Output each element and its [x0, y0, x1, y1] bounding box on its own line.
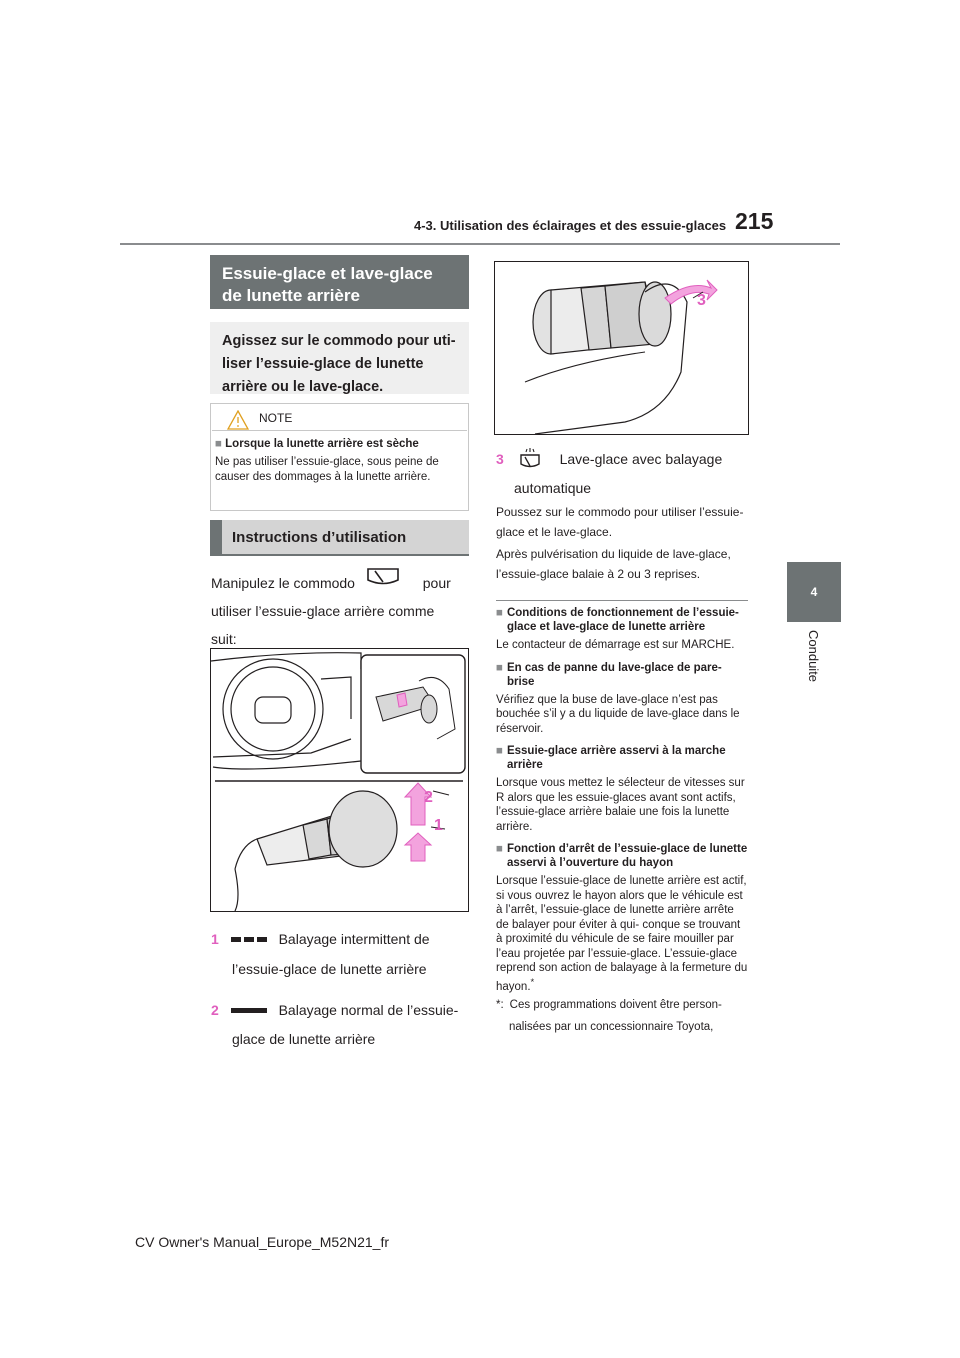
condition-2-heading: [496, 661, 748, 689]
manipulate-after: pour: [422, 575, 451, 591]
item-1-number: 1: [211, 931, 219, 947]
item-1-text: Balayage intermittent de: [278, 931, 430, 947]
bullet-square-icon: ■: [496, 843, 503, 855]
condition-3-text: Lorsque vous mettez le sélecteur de vitesses sur R alors que les essuie-glaces avant sont actifs, l’essuie-glace arrière balaie une fois la lunette arrière.: [496, 777, 745, 833]
instructions-heading: Instructions d’utilisation: [210, 520, 469, 556]
section-title: 4-3. Utilisation des éclairages et des essuie-glaces: [414, 218, 727, 233]
condition-2-heading-text: En cas de panne du lave-glace de pare-brise: [506, 661, 722, 688]
item-1-line2: l’essuie-glace de lunette arrière: [232, 961, 427, 977]
manipulate-line2: utiliser l’essuie-glace arrière comme: [211, 603, 435, 619]
item-2-line1: [211, 995, 458, 1025]
item-2-line2: glace de lunette arrière: [232, 1031, 376, 1047]
condition-2: [496, 661, 748, 737]
item-3-desc1: Poussez sur le commodo pour utiliser l’essuie-glace et le lave-glace.: [496, 505, 744, 539]
page-number: 215: [735, 208, 774, 234]
dashboard-illustration: [211, 649, 468, 911]
section-heading: Essuie-glace et lave-glace de lunette arrière: [210, 255, 469, 309]
condition-4-heading-text: Fonction d’arrêt de l’essuie-glace de lunette asservi à l’ouverture du hayon: [506, 843, 748, 869]
condition-3-heading-text: Essuie-glace arrière asservi à la marche arrière: [506, 745, 726, 771]
callout-1: 1: [434, 817, 443, 834]
condition-1-heading: [496, 606, 748, 634]
footnote-mark: *: [530, 976, 535, 988]
rear-wiper-icon: [366, 566, 400, 588]
conditions-rule: [496, 600, 748, 601]
item-3-text: Lave-glace avec balayage: [559, 451, 723, 467]
wiper-lever-figure: [210, 648, 469, 912]
item-3-line2: automatique: [514, 480, 592, 496]
condition-4-text: [496, 874, 748, 994]
bullet-square-icon: ■: [496, 745, 503, 757]
conditions-list: [496, 606, 748, 1035]
footnote-line2: nalisées par un concessionnaire Toyota,: [509, 1021, 714, 1034]
intro-box: Agissez sur le commodo pour uti- liser l’essuie-glace de lunette arrière ou le lave-glace.: [210, 322, 469, 394]
condition-2-text: Vérifiez que la buse de lave-glace n’est pas bouchée s’il y a du liquide de lave-glace dans le réservoir.: [496, 693, 740, 735]
footer-text: CV Owner's Manual_Europe_M52N21_fr: [135, 1234, 390, 1250]
item-3-number: 3: [496, 451, 504, 467]
rear-washer-icon: [518, 447, 542, 471]
note-label: NOTE: [259, 411, 293, 425]
footnote-label: *:: [496, 998, 504, 1011]
manipulate-before: Manipulez le commodo: [211, 575, 355, 591]
condition-1: [496, 606, 748, 653]
item-2-text: Balayage normal de l’essuie-: [278, 1002, 459, 1018]
bullet-square-icon: ■: [496, 607, 503, 619]
condition-1-heading-text: Conditions de fonctionnement de l’essuie-glace et lave-glace de lunette arrière: [506, 607, 739, 633]
note-text: Ne pas utiliser l’essuie-glace, sous peine de causer des dommages à la lunette arrière.: [215, 456, 439, 483]
hand-lever-illustration: [495, 262, 748, 434]
condition-1-text: Le contacteur de démarrage est sur MARCHE.: [496, 639, 735, 651]
chapter-name: Conduite: [806, 630, 821, 683]
item-1-line1: [211, 924, 430, 954]
footnote-line1: Ces programmations doivent être person-: [509, 998, 722, 1011]
note-box: [210, 403, 469, 511]
header-rule: [120, 243, 840, 245]
washer-lever-figure: [494, 261, 749, 435]
condition-4-heading: [496, 842, 748, 870]
chapter-number: 4: [810, 585, 818, 599]
note-heading-text: Lorsque la lunette arrière est sèche: [225, 438, 419, 450]
condition-4-body: Lorsque l’essuie-glace de lunette arrière est actif, si vous ouvrez le hayon alors que le véhicule est à l’arrêt, l’essuie-glace de lunette arrière arrête de balayer pour éviter à qui- conque se trouvant à proximité du véhicule de se faire mouiller par l’eau projetée par l’essuie-glace. L’essuie-glace reprend son action de balayage à la fermeture du hayon.: [496, 875, 748, 993]
bullet-square-icon: ■: [496, 661, 503, 674]
condition-4: [496, 842, 748, 994]
item-3-desc2: Après pulvérisation du liquide de lave-glace, l’essuie-glace balaie à 2 ou 3 reprises.: [496, 547, 731, 581]
footnote: [496, 998, 748, 1013]
warning-icon: [227, 410, 249, 430]
chapter-tab: [787, 562, 841, 622]
callout-2: 2: [424, 789, 433, 806]
condition-3-heading: [496, 744, 748, 772]
condition-3: [496, 744, 748, 834]
continuous-bar-icon: [231, 1006, 269, 1016]
bullet-square-icon: ■: [215, 438, 222, 450]
item-2-number: 2: [211, 1002, 219, 1018]
intermittent-dashes-icon: [231, 935, 269, 945]
manipulate-line3: suit:: [211, 631, 237, 647]
manipulate-line1: [211, 568, 451, 598]
note-heading: [215, 437, 465, 451]
note-divider: [212, 430, 467, 431]
callout-3: 3: [697, 292, 706, 309]
